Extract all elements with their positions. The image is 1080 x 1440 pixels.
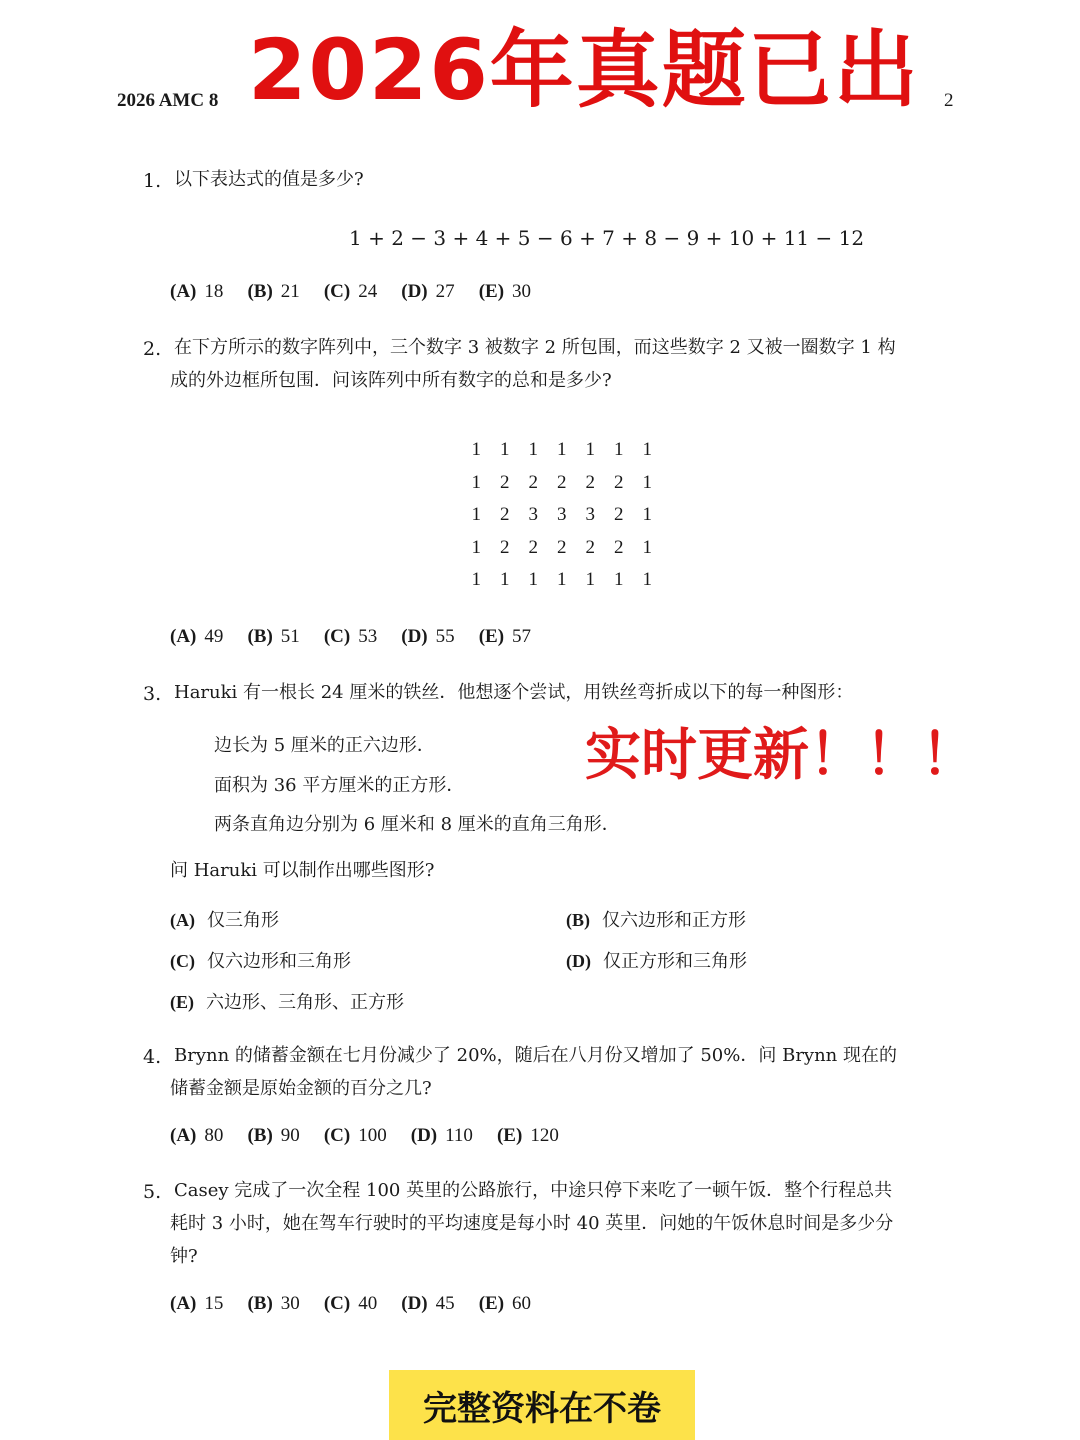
array-cell: 1 bbox=[614, 439, 624, 461]
array-cell: 1 bbox=[500, 439, 510, 461]
q3-question: 问 Haruki 可以制作出哪些图形? bbox=[170, 860, 435, 881]
choice-label: (E) bbox=[478, 281, 505, 302]
q3-text: Haruki 有一根长 24 厘米的铁丝．他想逐个尝试，用铁丝弯折成以下的每一种图形： bbox=[174, 682, 854, 703]
choice-value: 40 bbox=[358, 1293, 378, 1314]
choice-value: 仅三角形 bbox=[207, 910, 279, 931]
q1-number: 1. bbox=[143, 170, 162, 192]
array-cell: 1 bbox=[500, 569, 510, 591]
choice-label: (B) bbox=[247, 281, 273, 302]
choice-label: (C) bbox=[323, 1125, 351, 1146]
choice-label: (C) bbox=[323, 281, 351, 302]
choice-label: (B) bbox=[247, 1125, 273, 1146]
choice-label: (D) bbox=[401, 626, 428, 647]
q2-choices bbox=[170, 625, 549, 648]
number-array bbox=[462, 434, 662, 597]
array-cell: 1 bbox=[471, 569, 481, 591]
array-cell: 1 bbox=[471, 439, 481, 461]
q1-choices bbox=[170, 280, 549, 303]
array-cell: 2 bbox=[614, 536, 624, 558]
array-cell: 2 bbox=[585, 471, 595, 493]
array-row bbox=[462, 499, 662, 532]
choice-label: (A) bbox=[170, 1125, 197, 1146]
array-cell: 2 bbox=[500, 536, 510, 558]
q3-choice-d bbox=[566, 947, 747, 973]
array-cell: 2 bbox=[585, 536, 595, 558]
choice-label: (D) bbox=[410, 1125, 438, 1146]
choice-value: 51 bbox=[280, 626, 300, 647]
array-cell: 1 bbox=[642, 536, 652, 558]
choice-label: (B) bbox=[247, 1293, 273, 1314]
choice-label: (C) bbox=[170, 951, 195, 971]
q4-choices bbox=[170, 1124, 577, 1147]
choice-value: 55 bbox=[435, 626, 455, 647]
array-row bbox=[462, 467, 662, 500]
page-number: 2 bbox=[944, 90, 954, 111]
choice-label: (B) bbox=[566, 910, 590, 930]
choice-value: 100 bbox=[358, 1125, 387, 1146]
array-cell: 2 bbox=[500, 504, 510, 526]
q3-choice-b bbox=[566, 906, 746, 932]
choice-label: (C) bbox=[323, 1293, 351, 1314]
q2-number: 2. bbox=[143, 338, 162, 360]
array-cell: 1 bbox=[471, 471, 481, 493]
array-cell: 2 bbox=[500, 471, 510, 493]
choice-value: 18 bbox=[204, 281, 224, 302]
q1-formula: 1 + 2 − 3 + 4 + 5 − 6 + 7 + 8 − 9 + 10 + 11 − 12 bbox=[349, 226, 865, 250]
array-row bbox=[462, 532, 662, 565]
q1-text: 以下表达式的值是多少? bbox=[174, 169, 364, 190]
array-cell: 2 bbox=[528, 536, 538, 558]
array-cell: 1 bbox=[614, 569, 624, 591]
choice-label: (E) bbox=[478, 626, 505, 647]
array-cell: 1 bbox=[557, 569, 567, 591]
array-cell: 1 bbox=[585, 569, 595, 591]
choice-value: 57 bbox=[512, 626, 532, 647]
array-cell: 1 bbox=[557, 439, 567, 461]
choice-value: 六边形、三角形、正方形 bbox=[206, 992, 404, 1013]
bottom-banner-text: 完整资料在不卷 bbox=[423, 1388, 661, 1429]
overlay-update-banner: 实时更新！！！ bbox=[585, 723, 977, 788]
choice-value: 53 bbox=[358, 626, 378, 647]
choice-label: (A) bbox=[170, 281, 197, 302]
choice-value: 仅六边形和正方形 bbox=[602, 910, 746, 931]
choice-value: 60 bbox=[512, 1293, 532, 1314]
array-cell: 3 bbox=[528, 504, 538, 526]
q3-choice-e bbox=[170, 988, 404, 1014]
q3-item: 面积为 36 平方厘米的正方形． bbox=[214, 775, 465, 796]
q5-text-line1: Casey 完成了一次全程 100 英里的公路旅行，中途只停下来吃了一顿午饭．整个行程总共 bbox=[174, 1180, 893, 1201]
q5-choices bbox=[170, 1292, 549, 1315]
array-cell: 1 bbox=[585, 439, 595, 461]
q3-choice-a bbox=[170, 906, 279, 932]
exam-header-title: 2026 AMC 8 bbox=[117, 90, 219, 111]
choice-value: 仅正方形和三角形 bbox=[603, 951, 747, 972]
q5-number: 5. bbox=[143, 1181, 162, 1203]
choice-label: (A) bbox=[170, 626, 197, 647]
choice-value: 仅六边形和三角形 bbox=[207, 951, 351, 972]
q4-text-line1: Brynn 的储蓄金额在七月份减少了 20%，随后在八月份又增加了 50%．问 Brynn 现在的 bbox=[174, 1045, 897, 1066]
array-row bbox=[462, 564, 662, 597]
choice-value: 21 bbox=[280, 281, 300, 302]
array-cell: 3 bbox=[557, 504, 567, 526]
array-cell: 3 bbox=[585, 504, 595, 526]
choice-value: 30 bbox=[280, 1293, 300, 1314]
array-cell: 1 bbox=[528, 569, 538, 591]
choice-value: 90 bbox=[280, 1125, 300, 1146]
choice-value: 45 bbox=[435, 1293, 455, 1314]
overlay-title: 2026年真题已出 bbox=[248, 21, 920, 119]
choice-value: 15 bbox=[204, 1293, 224, 1314]
array-cell: 2 bbox=[614, 504, 624, 526]
choice-value: 27 bbox=[435, 281, 455, 302]
array-cell: 1 bbox=[528, 439, 538, 461]
q2-text-line2: 成的外边框所包围．问该阵列中所有数字的总和是多少? bbox=[170, 370, 612, 391]
array-row bbox=[462, 434, 662, 467]
array-cell: 1 bbox=[642, 569, 652, 591]
array-cell: 2 bbox=[614, 471, 624, 493]
choice-value: 49 bbox=[204, 626, 224, 647]
choice-label: (E) bbox=[496, 1125, 523, 1146]
choice-label: (D) bbox=[401, 1293, 428, 1314]
array-cell: 2 bbox=[557, 471, 567, 493]
choice-value: 120 bbox=[530, 1125, 559, 1146]
q3-item: 边长为 5 厘米的正六边形． bbox=[214, 735, 435, 756]
array-cell: 1 bbox=[642, 439, 652, 461]
choice-label: (D) bbox=[566, 951, 591, 971]
choice-label: (D) bbox=[401, 281, 428, 302]
array-cell: 1 bbox=[471, 536, 481, 558]
array-cell: 1 bbox=[471, 504, 481, 526]
choice-label: (E) bbox=[478, 1293, 505, 1314]
q5-text-line3: 钟? bbox=[170, 1246, 198, 1267]
choice-label: (B) bbox=[247, 626, 273, 647]
choice-value: 30 bbox=[512, 281, 532, 302]
q3-item: 两条直角边分别为 6 厘米和 8 厘米的直角三角形． bbox=[214, 814, 620, 835]
choice-value: 80 bbox=[204, 1125, 224, 1146]
q3-number: 3. bbox=[143, 683, 162, 705]
choice-label: (C) bbox=[323, 626, 351, 647]
choice-label: (E) bbox=[170, 992, 194, 1012]
choice-value: 110 bbox=[445, 1125, 473, 1146]
array-cell: 2 bbox=[528, 471, 538, 493]
choice-value: 24 bbox=[358, 281, 378, 302]
q2-text-line1: 在下方所示的数字阵列中，三个数字 3 被数字 2 所包围，而这些数字 2 又被一圈数字 1 构 bbox=[174, 337, 896, 358]
q4-number: 4. bbox=[143, 1046, 162, 1068]
array-cell: 1 bbox=[642, 504, 652, 526]
bottom-banner bbox=[389, 1370, 695, 1440]
choice-label: (A) bbox=[170, 1293, 197, 1314]
q4-text-line2: 储蓄金额是原始金额的百分之几? bbox=[170, 1078, 432, 1099]
q5-text-line2: 耗时 3 小时，她在驾车行驶时的平均速度是每小时 40 英里．问她的午饭休息时间是多少分 bbox=[170, 1213, 894, 1234]
q3-choice-c bbox=[170, 947, 351, 973]
array-cell: 1 bbox=[642, 471, 652, 493]
choice-label: (A) bbox=[170, 910, 195, 930]
array-cell: 2 bbox=[557, 536, 567, 558]
